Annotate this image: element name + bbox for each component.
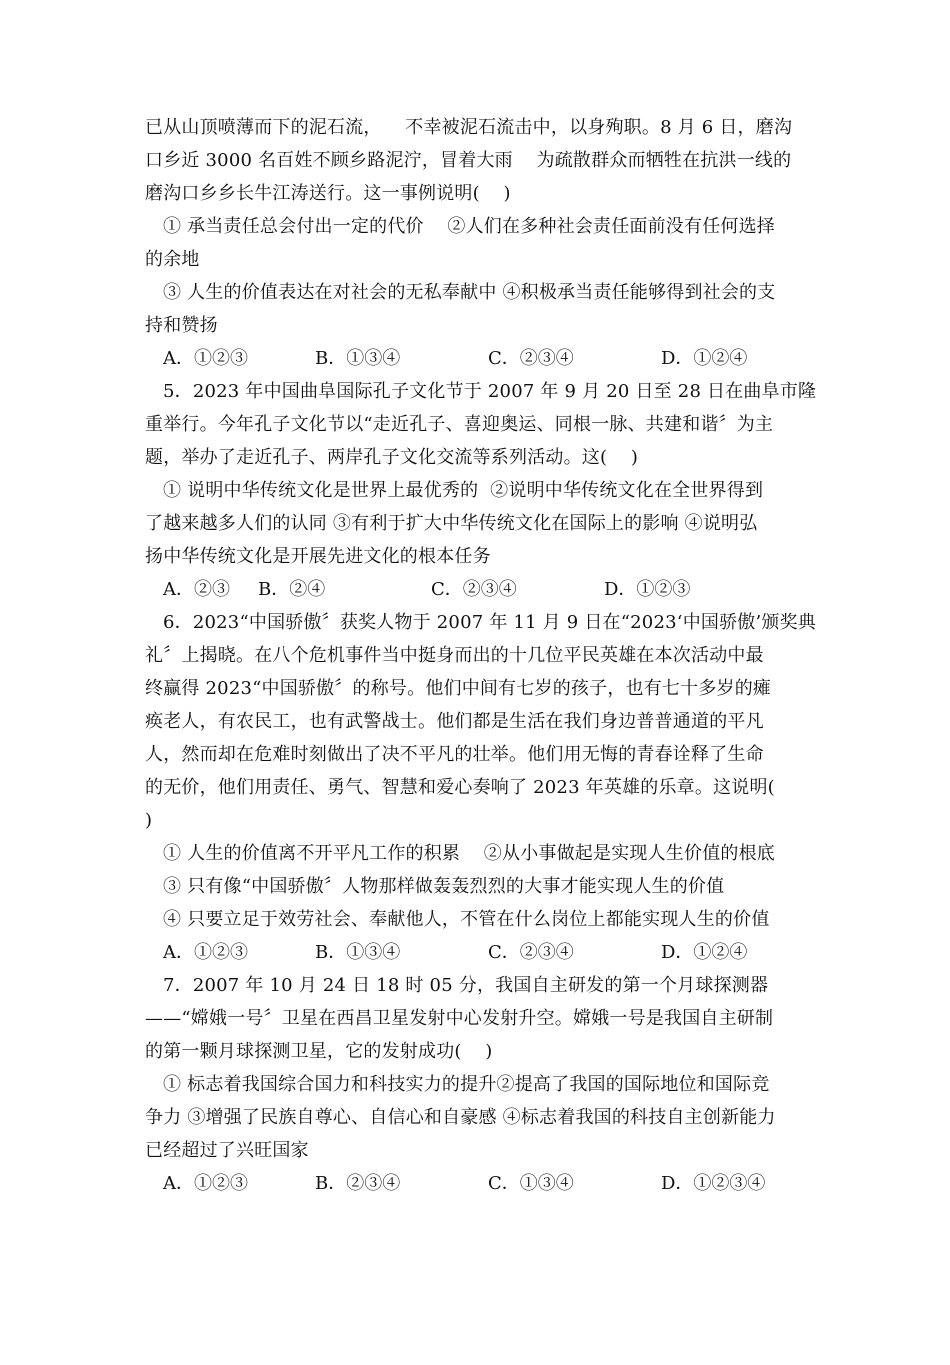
text-line: 礼〞上揭晓。在八个危机事件当中挺身而出的十几位平民英雄在本次活动中最 xyxy=(145,645,764,666)
text-line: 重举行。今年孔子文化节以“走近孔子、喜迎奥运、同根一脉、共建和谐〞为主 xyxy=(145,414,774,435)
text-line: 已经超过了兴旺国家 xyxy=(145,1140,309,1161)
choice-statement: ④ 只要立足于效劳社会、奉献他人，不管在什么岗位上都能实现人生的价值 xyxy=(163,909,770,930)
text-line: 人，然而却在危难时刻做出了决不平凡的壮举。他们用无悔的青春诠释了生命 xyxy=(145,744,764,765)
text-line: 终赢得 2023“中国骄傲〞的称号。他们中间有七岁的孩子，也有七十多岁的瘫 xyxy=(145,678,772,699)
option-d: D．①②④ xyxy=(661,942,748,963)
text-line: 口乡近 3000 名百姓不顾乡路泥泞，冒着大雨 为疏散群众而牺牲在抗洪一线的 xyxy=(145,150,792,171)
text-line: 扬中华传统文化是开展先进文化的根本任务 xyxy=(145,546,491,567)
choice-statement: ① 承当责任总会付出一定的代价 ②人们在多种社会责任面前没有任何选择 xyxy=(163,216,776,237)
option-c: C．②③④ xyxy=(431,579,517,600)
text-line: 争力 ③增强了民族自尊心、自信心和自豪感 ④标志着我国的科技自主创新能力 xyxy=(145,1107,776,1128)
option-c: C．①③④ xyxy=(488,1173,574,1194)
text-line: 题，举办了走近孔子、两岸孔子文化交流等系列活动。这( ) xyxy=(145,447,639,468)
choice-statement: ③ 人生的价值表达在对社会的无私奉献中 ④积极承当责任能够得到社会的支 xyxy=(163,282,776,303)
option-c: C．②③④ xyxy=(488,348,574,369)
option-b: B．①③④ xyxy=(315,942,401,963)
option-b: B．②③④ xyxy=(315,1173,401,1194)
question-6: 6．2023“中国骄傲〞获奖人物于 2007 年 11 月 9 日在“2023‘中国骄傲’颁奖典 xyxy=(163,612,817,633)
option-d: D．①②③ xyxy=(604,579,691,600)
text-line: 的无价，他们用责任、勇气、智慧和爱心奏响了 2023 年英雄的乐章。这说明( xyxy=(145,777,775,798)
answer-options-q7 xyxy=(163,1167,813,1200)
answer-options-q5 xyxy=(163,573,813,606)
option-d: D．①②③④ xyxy=(661,1173,766,1194)
answer-options-q6 xyxy=(163,936,813,969)
option-b: B．①③④ xyxy=(315,348,401,369)
choice-statement: ① 人生的价值离不开平凡工作的积累 ②从小事做起是实现人生价值的根底 xyxy=(163,843,776,864)
option-b: B．②④ xyxy=(258,579,326,600)
choice-statement: ③ 只有像“中国骄傲〞人物那样做轰轰烈烈的大事才能实现人生的价值 xyxy=(163,876,725,897)
answer-options-q4 xyxy=(163,342,813,375)
text-line: ——“嫦娥一号〞卫星在西昌卫星发射中心发射升空。嫦娥一号是我国自主研制 xyxy=(145,1008,774,1029)
question-5: 5．2023 年中国曲阜国际孔子文化节于 2007 年 9 月 20 日至 28 日在曲阜市隆 xyxy=(163,381,817,402)
text-line: 已从山顶喷薄而下的泥石流， 不幸被泥石流击中，以身殉职。8 月 6 日，磨沟 xyxy=(145,117,793,138)
option-c: C．②③④ xyxy=(488,942,574,963)
choice-statement: ① 标志着我国综合国力和科技实力的提升②提高了我国的国际地位和国际竞 xyxy=(163,1074,770,1095)
option-a: A．①②③ xyxy=(163,1173,248,1194)
option-a: A．①②③ xyxy=(163,942,248,963)
text-line: 的余地 xyxy=(145,249,200,270)
text-line: 痪老人，有农民工，也有武警战士。他们都是生活在我们身边普普通道的平凡 xyxy=(145,711,764,732)
text-line: ) xyxy=(145,810,153,831)
text-line: 磨沟口乡乡长牛江涛送行。这一事例说明( ) xyxy=(145,183,511,204)
text-line: 持和赞扬 xyxy=(145,315,218,336)
option-a: A．①②③ xyxy=(163,348,248,369)
choice-statement: ① 说明中华传统文化是世界上最优秀的 ②说明中华传统文化在全世界得到 xyxy=(163,480,764,501)
text-line: 了越来越多人们的认同 ③有利于扩大中华传统文化在国际上的影响 ④说明弘 xyxy=(145,513,758,534)
option-d: D．①②④ xyxy=(661,348,748,369)
question-7: 7．2007 年 10 月 24 日 18 时 05 分，我国自主研发的第一个月球探测器 xyxy=(163,975,769,996)
text-line: 的第一颗月球探测卫星，它的发射成功( ) xyxy=(145,1041,493,1062)
option-a: A．②③ xyxy=(163,579,230,600)
